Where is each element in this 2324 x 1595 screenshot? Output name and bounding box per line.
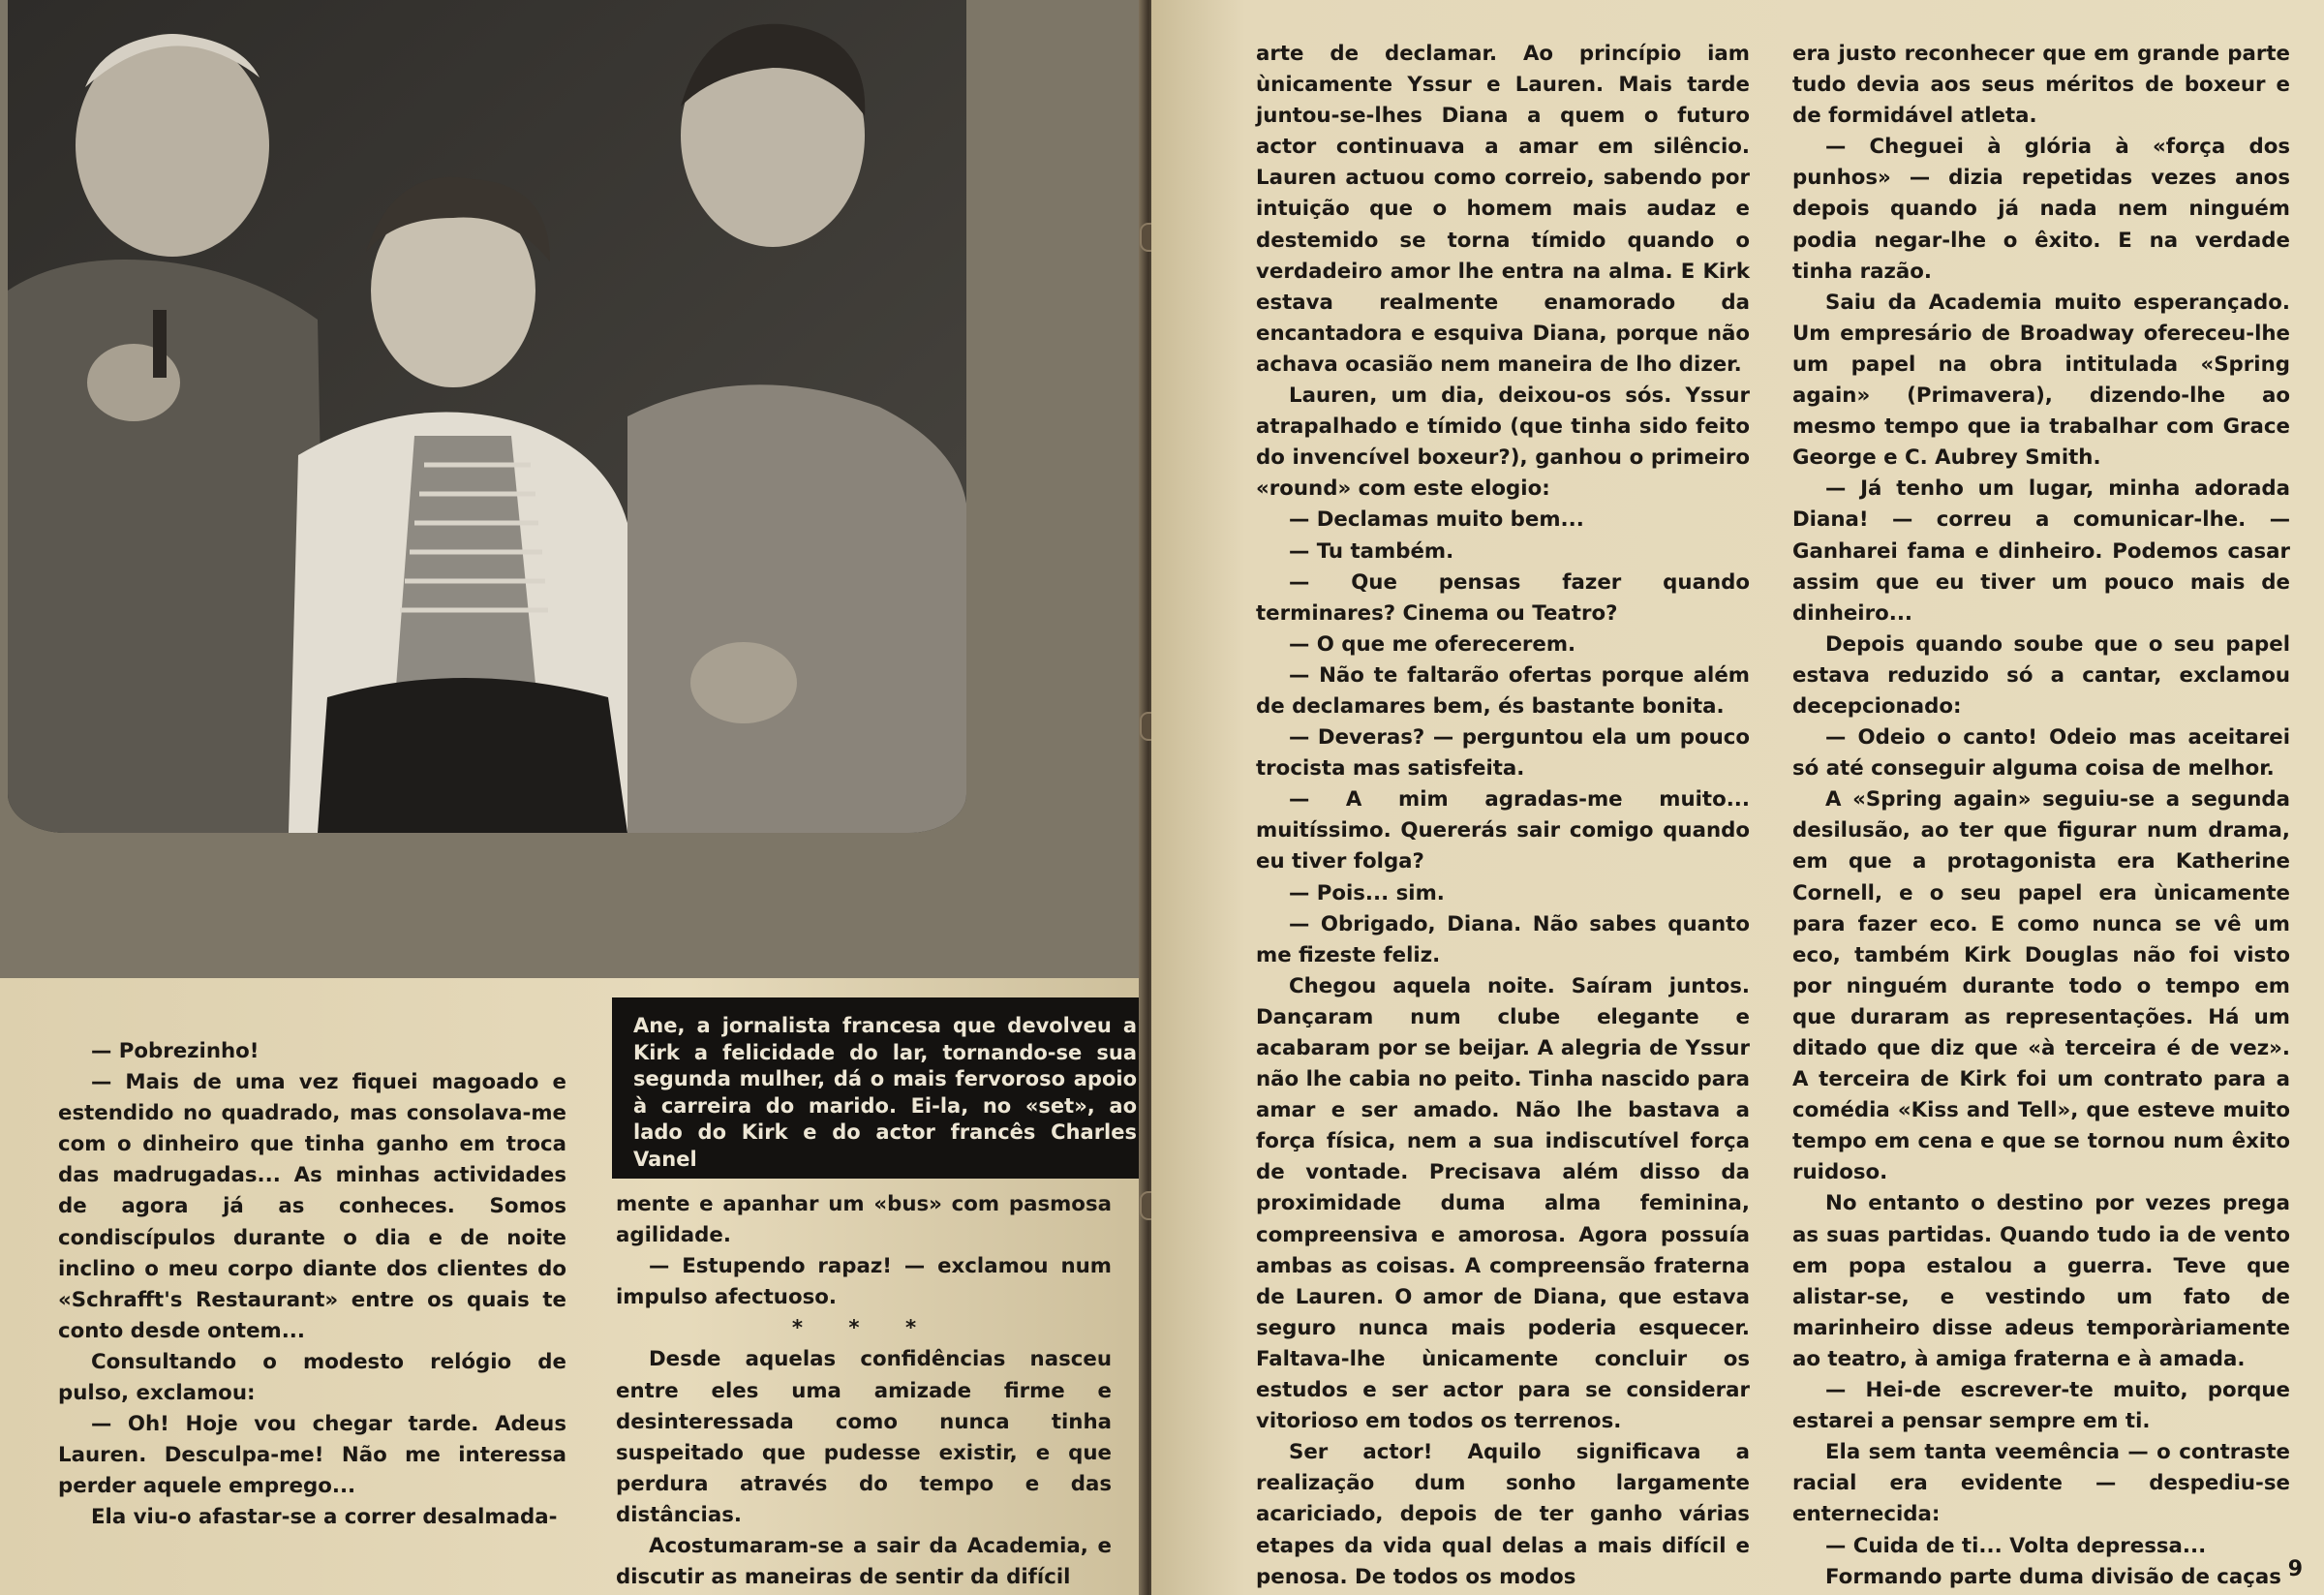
- paragraph: Formando parte duma divisão de caças: [1825, 1564, 2281, 1589]
- right-column-1: [1256, 39, 1750, 1593]
- paragraph: Chegou aquela noite. Saíram juntos. Dançaram num clube elegante e acabaram por se beijar. A alegria de Yssur não lhe cabia no peito. Tinha nascido para amar e ser amado. Não lhe bastava a força física, nem a sua indiscutível força de vontade. Precisava além disso da proximidade duma alma feminina, compreensiva e amorosa. Agora possuía ambas as coisas. A compreensão fraterna de Lauren. O amor de Diana, que estava seguro nunca mais poderia esquecer. Faltava-lhe ùnicamente concluir os estudos e ser actor para se considerar vitorioso em todos os terrenos.: [1256, 973, 1750, 1434]
- paragraph: — Já tenho um lugar, minha adorada Diana! — correu a comunicar-lhe. — Ganharei fama e dinheiro. Podemos casar assim que eu tiver um pouco mais de dinheiro...: [1792, 476, 2290, 626]
- paragraph: Ela viu-o afastar-se a correr desalmada-: [91, 1505, 558, 1530]
- paragraph: — Hei-de escrever-te muito, porque estarei a pensar sempre em ti.: [1792, 1378, 2290, 1434]
- paragraph: No entanto o destino por vezes prega as suas partidas. Quando tudo ia de vento em popa estalou a guerra. Teve que alistar-se, e vestindo um fato de marinheiro disse adeus temporàriamente ao teatro, à amiga fraterna e à amada.: [1792, 1191, 2290, 1371]
- paragraph: Lauren, um dia, deixou-os sós. Yssur atrapalhado e tímido (que tinha sido feito do invencível boxeur?), ganhou o primeiro «round» com este elogio:: [1256, 383, 1750, 502]
- photograph-icon: [8, 0, 966, 833]
- paragraph: — Tu também.: [1289, 538, 1454, 564]
- paragraph: — Deveras? — perguntou ela um pouco trocista mas satisfeita.: [1256, 725, 1750, 782]
- page-number: 9: [2287, 1557, 2303, 1581]
- paragraph: — O que me oferecerem.: [1289, 631, 1576, 657]
- paragraph: — Cheguei à glória à «força dos punhos» — dizia repetidas vezes anos depois quando já nada nem ninguém podia negar-lhe o êxito. E na verdade tinha razão.: [1792, 135, 2290, 284]
- paragraph: A «Spring again» seguiu-se a segunda desilusão, ao ter que figurar num drama, em que a protagonista era Katherine Cornell, e o seu papel era ùnicamente para fazer eco. E como nunca se vê um eco, também Kirk Douglas não foi visto por ninguém durante todo o tempo em que duraram as representações. Há um ditado que diz que «à terceira é de vez». A terceira de Kirk foi um contrato para a comédia «Kiss and Tell», que esteve muito tempo em cena e que se tornou num êxito ruidoso.: [1792, 787, 2290, 1185]
- paragraph: Depois quando soube que o seu papel estava reduzido só a cantar, exclamou decepcionado:: [1792, 631, 2290, 719]
- paragraph: — Pois... sim.: [1289, 880, 1445, 905]
- right-column-2: [1792, 39, 2290, 1593]
- left-column-1: [58, 1036, 566, 1534]
- paragraph: — Não te faltarão ofertas porque além de declamares bem, és bastante bonita.: [1256, 662, 1750, 719]
- paragraph: Consultando o modesto relógio de pulso, exclamou:: [58, 1349, 566, 1406]
- paragraph: — Oh! Hoje vou chegar tarde. Adeus Lauren. Desculpa-me! Não me interessa perder aquele emprego...: [58, 1412, 566, 1499]
- caption-text: Ane, a jornalista francesa que devolveu a Kirk a felicidade do lar, tornando-se sua segunda mulher, dá o mais fervoroso apoio à carreira do marido. Ei-la, no «set», ao lado do Kirk e do actor francês: [633, 1014, 1137, 1144]
- paragraph: — Cuida de ti... Volta depressa...: [1825, 1533, 2207, 1558]
- paragraph: — Que pensas fazer quando terminares? Cinema ou Teatro?: [1256, 569, 1750, 626]
- paragraph: — Pobrezinho!: [91, 1039, 260, 1063]
- left-column-2: [616, 1189, 1112, 1593]
- paragraph: — Mais de uma vez fiquei magoado e estendido no quadrado, mas consolava-me com o dinheiro que tinha ganho em troca das madrugadas... As minhas actividades de agora já as conheces. Somos condiscípulos durante o dia e de noite inclino o meu corpo diante dos clientes do «Schrafft's Restaurant» entre os quais te conto desde ontem...: [58, 1070, 566, 1343]
- paragraph: Ser actor! Aquilo significava a realização dum sonho largamente acariciado, depois de ter ganho várias etapes da vida qual delas a mais difícil e penosa. De todos os modos: [1256, 1440, 1750, 1589]
- paragraph: Desde aquelas confidências nasceu entre eles uma amizade firme e desinteressada como nunca tinha suspeitado que pudesse existir, e que perdura através do tempo e das distâncias.: [616, 1347, 1112, 1527]
- photograph: [8, 0, 966, 833]
- paragraph: — Declamas muito bem...: [1289, 507, 1584, 533]
- photo-panel: [0, 0, 1146, 978]
- paragraph: — A mim agradas-me muito... muitíssimo. Quererás sair comigo quando eu tiver folga?: [1256, 787, 1750, 874]
- paragraph: Saiu da Academia muito esperançado. Um empresário de Broadway ofereceu-lhe um papel na obra intitulada «Spring again» (Primavera), dizendo-lhe ao mesmo tempo que ia trabalhar com Grace George e C. Aubrey Smith.: [1792, 290, 2290, 471]
- paragraph: arte de declamar. Ao princípio iam ùnicamente Yssur e Lauren. Mais tarde juntou-se-lhes Diana a quem o futuro actor continuava a amar em silêncio. Lauren actuou como correio, sabendo por intuição que o homem mais audaz e destemido se torna tímido quando o verdadeiro amor lhe entra na alma. E Kirk estava realmente enamorado da encantadora e esquiva Diana, porque não achava ocasião nem maneira de lho dizer.: [1256, 42, 1750, 377]
- paragraph: — Odeio o canto! Odeio mas aceitarei só até conseguir alguma coisa de melhor.: [1792, 725, 2290, 782]
- paragraph: — Obrigado, Diana. Não sabes quanto me fizeste feliz.: [1256, 911, 1750, 967]
- paragraph: Ela sem tanta veemência — o contraste racial era evidente — despediu-se enternecida:: [1792, 1440, 2290, 1527]
- left-page: [0, 0, 1146, 1595]
- paragraph: era justo reconhecer que em grande parte tudo devia aos seus méritos de boxeur e de formidável atleta.: [1792, 42, 2290, 129]
- paragraph: Acostumaram-se a sair da Academia, e discutir as maneiras de sentir da difícil: [616, 1534, 1112, 1590]
- right-page: [1151, 0, 2324, 1595]
- paragraph: — Estupendo rapaz! — exclamou num impulso afectuoso.: [616, 1254, 1112, 1310]
- section-divider: * * *: [791, 1316, 936, 1341]
- photo-caption: [612, 997, 1146, 1179]
- paragraph: mente e apanhar um «bus» com pasmosa agilidade.: [616, 1192, 1112, 1248]
- caption-name: Charles Vanel: [633, 1120, 1137, 1171]
